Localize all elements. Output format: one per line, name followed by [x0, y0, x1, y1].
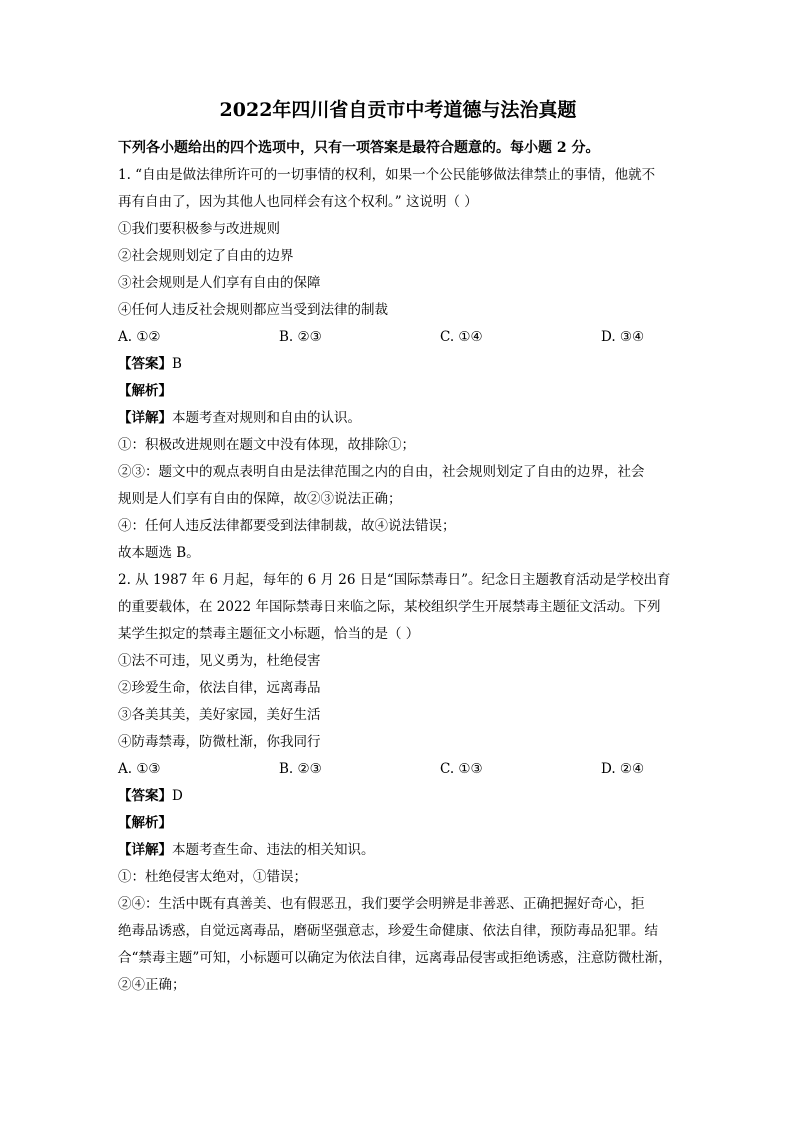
question-2-item-3: ③各美其美，美好家园，美好生活	[118, 707, 321, 723]
question-1-item-4: ④任何人违反社会规则都应当受到法律的制裁	[118, 302, 388, 318]
document-page	[118, 98, 678, 999]
question-1-answer	[118, 351, 678, 378]
question-2-answer	[118, 783, 678, 810]
question-2-options	[118, 756, 678, 783]
question-1-stem-line-2: 再有自由了，因为其他人也同样会有这个权利。” 这说明（ ）	[118, 194, 478, 210]
detail-text: 本题考查生命、违法的相关知识。	[172, 842, 375, 858]
question-2-item-1: ①法不可违，见义勇为，杜绝侵害	[118, 653, 321, 669]
question-2-explanation-5: ②④正确；	[118, 977, 186, 993]
option-c: C. ①③	[440, 761, 483, 777]
question-1-item-1: ①我们要积极参与改进规则	[118, 221, 280, 237]
question-2-item-2: ②珍爱生命，依法自律，远离毒品	[118, 680, 321, 696]
detail-tag: 【详解】	[118, 842, 172, 858]
question-2-explanation-1: ①：杜绝侵害太绝对，①错误；	[118, 869, 307, 885]
question-1-explanation-2: ②③：题文中的观点表明自由是法律范围之内的自由，社会规则划定了自由的边界，社会	[118, 464, 645, 480]
option-d: D. ③④	[601, 329, 645, 345]
question-2-explanation-4: 合“禁毒主题”可知，小标题可以确定为依法自律，远离毒品侵害或拒绝诱惑，注意防微杜渐，	[118, 950, 672, 966]
option-a: A. ①②	[118, 329, 161, 345]
question-2-detail	[118, 837, 678, 864]
option-b: B. ②③	[279, 761, 322, 777]
answer-value: B	[172, 356, 182, 372]
question-1-item-3: ③社会规则是人们享有自由的保障	[118, 275, 321, 291]
question-2-item-4: ④防毒禁毒，防微杜渐，你我同行	[118, 734, 321, 750]
question-2-explanation-3: 绝毒品诱惑，自觉远离毒品，磨砺坚强意志，珍爱生命健康、依法自律，预防毒品犯罪。结	[118, 923, 658, 939]
question-1-explanation-5: 故本题选 B。	[118, 545, 200, 561]
question-2-stem-line-2: 的重要载体，在 2022 年国际禁毒日来临之际，某校组织学生开展禁毒主题征文活动。下列	[118, 599, 661, 615]
question-1-explanation-3: 规则是人们享有自由的保障，故②③说法正确；	[118, 491, 402, 507]
option-c: C. ①④	[440, 329, 483, 345]
option-d: D. ②④	[601, 761, 645, 777]
question-2	[118, 567, 678, 999]
question-1-options	[118, 324, 678, 351]
question-1-item-2: ②社会规则划定了自由的边界	[118, 248, 294, 264]
option-a: A. ①③	[118, 761, 161, 777]
answer-tag: 【答案】	[118, 788, 172, 804]
question-2-explanation-2: ②④：生活中既有真善美、也有假恶丑，我们要学会明辨是非善恶、正确把握好奇心，拒	[118, 896, 645, 912]
answer-tag: 【答案】	[118, 356, 172, 372]
question-1-explanation-4: ④：任何人违反法律都要受到法律制裁，故④说法错误；	[118, 518, 456, 534]
question-1	[118, 162, 678, 567]
question-1-stem-line-1: 1. “自由是做法律所许可的一切事情的权利，如果一个公民能够做法律禁止的事情，他就不	[118, 167, 656, 183]
question-1-detail	[118, 405, 678, 432]
detail-tag: 【详解】	[118, 410, 172, 426]
option-b: B. ②③	[279, 329, 322, 345]
answer-value: D	[172, 788, 183, 804]
question-1-analysis-tag: 【解析】	[118, 383, 172, 399]
question-1-explanation-1: ①：积极改进规则在题文中没有体现，故排除①；	[118, 437, 415, 453]
page-title: 2022年四川省自贡市中考道德与法治真题	[219, 99, 577, 121]
instructions: 下列各小题给出的四个选项中，只有一项答案是最符合题意的。每小题 2 分。	[118, 140, 600, 156]
question-2-stem-line-3: 某学生拟定的禁毒主题征文小标题，恰当的是（ ）	[118, 626, 420, 642]
detail-text: 本题考查对规则和自由的认识。	[172, 410, 361, 426]
question-2-stem-line-1: 2. 从 1987 年 6 月起，每年的 6 月 26 日是“国际禁毒日”。纪念日主题教育活动是学校出育	[118, 572, 671, 588]
question-2-analysis-tag: 【解析】	[118, 815, 172, 831]
